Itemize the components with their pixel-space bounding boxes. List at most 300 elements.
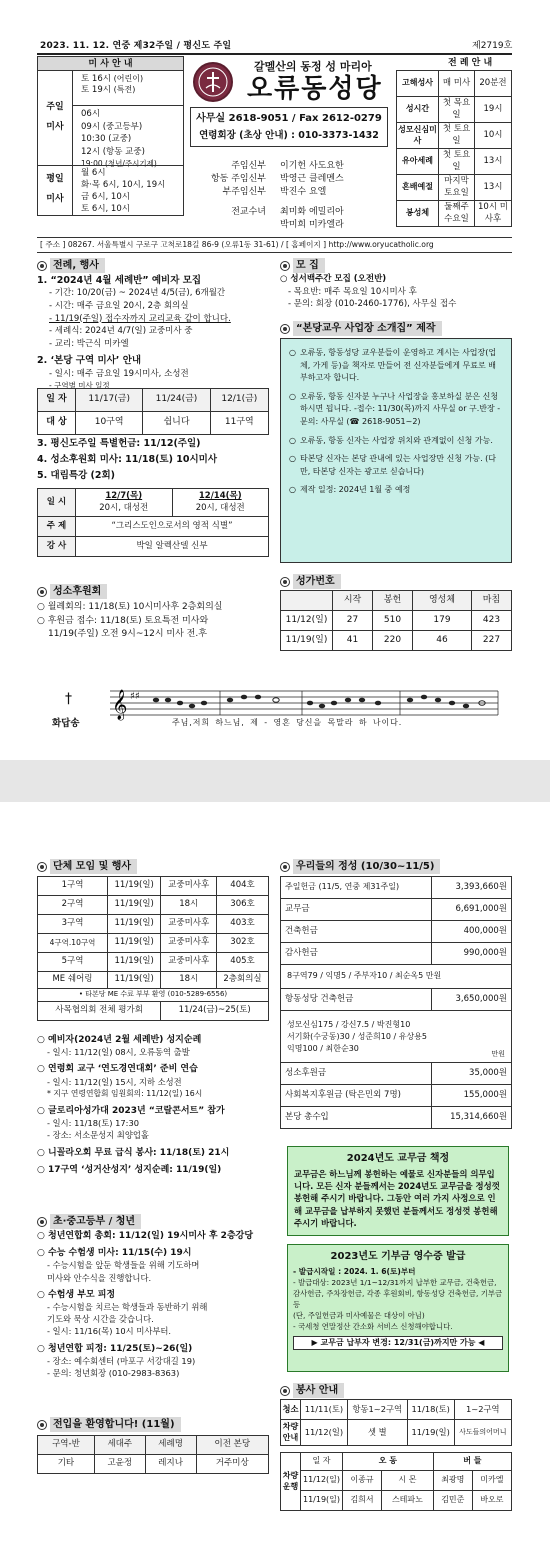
welcome-cell: 고윤정 (94, 1455, 145, 1474)
offer-name: 본당 총수입 (281, 1107, 432, 1129)
group-date: 11/19(일) (108, 915, 161, 934)
lit-name: 고해성사 (397, 71, 439, 97)
group-time: 교중미사후 (161, 934, 217, 953)
sun-time: 12시 (항동 교중) (81, 146, 145, 157)
offer-amount: 400,000원 (432, 921, 512, 943)
group-table (37, 876, 269, 1021)
group-name: 1구역 (38, 877, 108, 896)
group-room: 306호 (217, 896, 269, 915)
event-sub: - 일시: 11/12(일) 08시, 오류동역 출발 (47, 1047, 190, 1058)
book-text: 타본당 신자는 본당 관내에 있는 사업장만 신청 가능. (다만, 타본당 신자는 광고로 싣습니다) (299, 454, 497, 476)
liturgy-guide-table (396, 70, 512, 227)
group-date: 11/19(일) (108, 972, 161, 989)
zone-cell: 11/17(금) (76, 389, 143, 412)
youth-sub: - 수능시험을 앞둔 학생들을 위해 기도하며 (47, 1260, 200, 1271)
section-youth (37, 1214, 141, 1229)
group-room: 2층회의실 (217, 972, 269, 989)
hymn-head: 시작 (333, 591, 373, 611)
duty-title: 2024년도 교무금 책정 (346, 1153, 450, 1164)
book-item: ○ 타본당 신자는 본당 관내에 있는 사업장만 신청 가능. (다만, 타본당 신자는 광고로 싣습니다) (289, 453, 503, 478)
event-title: 연령회 교구 ‘연도경연대회’ 준비 연습 (48, 1064, 198, 1075)
zone-mass-table (37, 388, 269, 435)
section-service (280, 1383, 344, 1398)
contact-box (190, 107, 388, 147)
section-welcome (37, 1417, 181, 1432)
offer-name: 교무금 (281, 899, 432, 921)
section-offering (280, 859, 440, 874)
book-text: 오류동, 항동성당 교우분들이 운영하고 계시는 사업장(업체, 가게 등)을 책자로 만들어 전 신자분들에게 무료로 배부하고자 합니다. (299, 348, 497, 383)
section-title: 봉사 안내 (293, 1383, 344, 1398)
hymn-head: 봉헌 (373, 591, 413, 611)
bullet-icon (280, 324, 290, 334)
recruit-sub: - 문의: 회장 (010-2460-1776), 사무실 접수 (288, 299, 457, 309)
lit-time: 13시 (475, 175, 512, 201)
church-seal (193, 62, 233, 102)
youth-item: ○ 수험생 부모 피정 (37, 1289, 116, 1300)
drive-date: 11/19(일) (301, 1491, 343, 1511)
zone-cell: 12/1(금) (210, 389, 268, 412)
group-name: 3구역 (38, 915, 108, 934)
lit-name: 성모신심미사 (397, 123, 439, 149)
advent-lecture-table (37, 488, 269, 557)
lit-time: 20분전 (475, 71, 512, 97)
offer-name: 감사헌금 (281, 943, 432, 965)
section-title: “본당교우 사업장 소개집” 제작 (293, 321, 442, 336)
business-book-box (280, 338, 512, 563)
weekday-times (73, 167, 183, 215)
youth-sub: - 수능시험을 치르는 학생들과 동반하기 위해 (47, 1302, 208, 1313)
zone-cell: 10구역 (76, 412, 143, 435)
bullet-icon (37, 587, 47, 597)
wk-time: 월 6시 (81, 168, 106, 178)
group-date: 11/19(일) (108, 934, 161, 953)
book-text: 제작 일정: 2024년 1월 중 예정 (299, 485, 411, 495)
offer-name: 주일헌금 (11/5, 연중 제31주일) (281, 877, 432, 899)
sub-line: - 구역별 미사 일정 (49, 381, 110, 391)
youth-item: ○ 수능 수험생 미사: 11/15(수) 19시 (37, 1248, 192, 1259)
voc-item: 11/19(주일) 오전 9시~12시 미사 전.후 (48, 629, 207, 639)
clergy-name: 최미화 에밀리아 (280, 207, 344, 217)
vocation-list (37, 601, 277, 642)
group-name: 2구역 (38, 896, 108, 915)
offer-name: 성소후원금 (281, 1063, 432, 1085)
lit-when: 매 미사 (439, 71, 475, 97)
youth-sub: - 문의: 청년회장 (010-2983-8363) (47, 1368, 180, 1379)
zone-head: 대 상 (38, 412, 76, 435)
psalm-label: 화답송 (52, 718, 80, 729)
advent-head: 주 제 (38, 517, 76, 537)
event-item: ○ 17구역 ‘성거산성지’ 성지순례: 11/19(일) (37, 1164, 222, 1175)
hymn-head: 마침 (471, 591, 511, 611)
youth-sub: - 장소: 예수회센터 (마포구 서강대길 19) (47, 1355, 196, 1366)
drive-cell: 시 몬 (382, 1471, 434, 1491)
hymn-no: 179 (413, 611, 472, 631)
event-sub: - 일시: 11/18(토) 17:30 (47, 1118, 140, 1129)
drive-label: 차량운행 (281, 1453, 301, 1511)
sub-line: - 교리: 박근식 미카엘 (49, 338, 129, 349)
issue-number: 제2719호 (472, 41, 513, 51)
hymn-no: 220 (373, 631, 413, 651)
hangdong-unit: 만원 (491, 1050, 505, 1058)
section-title: 전례, 행사 (50, 258, 105, 273)
svc-date: 11/12(일) (301, 1420, 348, 1446)
advent-head: 강 사 (38, 537, 76, 557)
psalm-cross-icon: † (65, 691, 72, 707)
hymn-no: 27 (333, 611, 373, 631)
offer-name: 항동성당 건축헌금 (281, 989, 432, 1011)
office-phone: 사무실 2618-9051 / Fax 2612-0279 (196, 113, 382, 124)
youth-sub: - 일시: 11/16(목) 10시 미사부터. (47, 1326, 172, 1337)
receipt-title: 2023년도 기부금 영수증 발급 (330, 1251, 466, 1262)
section-title: 성소후원회 (50, 584, 107, 599)
offer-name: 사회복지후원금 (탁은민외 7명) (281, 1085, 432, 1107)
sat-16: 토 16시 (81, 74, 111, 84)
lit-time: 19시 (475, 97, 512, 123)
lit-when: 둘째주 수요일 (439, 201, 475, 227)
service-table (280, 1399, 512, 1446)
lit-name: 봉성체 (397, 201, 439, 227)
bullet-icon (280, 862, 290, 872)
voc-item: ○ 월례회의: 11/18(토) 10시미사후 2층회의실 (37, 602, 223, 612)
item-baptism: 1. “2024년 4월 세례반” 예비자 모집 (37, 275, 202, 286)
event-title: 예비자(2024년 2월 세례반) 성지순례 (48, 1035, 202, 1045)
section-business-book (280, 321, 442, 336)
church-subtitle: 갈멜산의 동정 성 마리아 (254, 60, 372, 73)
hangdong-note (281, 1011, 512, 1063)
bullet-icon (280, 577, 290, 587)
lit-time: 10시 (475, 123, 512, 149)
section-recruit (280, 258, 325, 273)
lit-name: 성시간 (397, 97, 439, 123)
book-item: ○ 오류동, 항동 신자분 누구나 사업장을 홍보하실 분은 신청하시면 됩니다. -접수: 11/30(목)까지 사무실 or 구.반장 -문의: 사무실 (☎ 2618-9051~2) (289, 391, 503, 429)
hymn-table (280, 590, 512, 651)
zone-cell: 쉽니다 (143, 412, 210, 435)
voc-text: 후원금 접수: 11/18(토) 토요특전 미사와 (47, 615, 209, 626)
welcome-cell: 기타 (38, 1455, 95, 1474)
section-title: 모 집 (293, 258, 325, 273)
liturgy-events (37, 275, 269, 393)
book-item: ○ 오류동, 항동 신자는 사업장 위치와 관계없이 신청 가능. (289, 435, 503, 448)
hymn-no: 46 (413, 631, 472, 651)
bullet-icon (37, 1217, 47, 1227)
drive-head: 오 동 (343, 1453, 434, 1471)
lit-when: 첫 토요일 (439, 149, 475, 175)
clergy-name: 박미희 미카엘라 (280, 220, 344, 230)
lit-when: 첫 토요일 (439, 123, 475, 149)
section-vocation (37, 584, 107, 599)
svc-date: 11/11(토) (301, 1400, 348, 1420)
clergy-name: 박진수 요엘 (280, 187, 327, 197)
sunday-label-2: 미사 (46, 122, 64, 132)
zone-head: 일 자 (38, 389, 76, 412)
group-name: ME 쉐어링 (38, 972, 108, 989)
event-item: ○ 글로리아성가대 2023년 “코랄콘서트” 참가 (37, 1106, 225, 1117)
group-time: 18시 (161, 972, 217, 989)
zone-cell: 11구역 (210, 412, 268, 435)
clergy-role: 부주임신부 (222, 187, 266, 197)
offer-name: 건축헌금 (281, 921, 432, 943)
item-special-offering: 3. 평신도주일 특별헌금: 11/12(주일) (37, 438, 201, 449)
offering-table (280, 876, 512, 1129)
mass-title: 미 사 안 내 (38, 57, 183, 71)
wk-time: 금 6시, 10시 (81, 192, 130, 202)
sun-time: 10:30 (교중) (81, 134, 132, 144)
welcome-head: 세례명 (145, 1436, 196, 1455)
clergy-role (190, 219, 280, 232)
mass-schedule-box (37, 56, 184, 216)
sub-line: - 세례식: 2024년 4/7(일) 교중미사 중 (49, 326, 193, 337)
svc-date: 11/19(일) (407, 1420, 454, 1446)
sat-16-note: (어린이) (113, 74, 144, 83)
sunday-times (73, 108, 183, 171)
advent-date-2 (172, 489, 269, 517)
drive-cell: 김민준 (433, 1491, 472, 1511)
group-name: 5구역 (38, 953, 108, 972)
advent-lecturer: 박일 알렉산델 신부 (76, 537, 269, 557)
hymn-head: 영성체 (413, 591, 472, 611)
sub-line: - 시간: 매주 금요일 20시, 2층 회의실 (49, 300, 189, 311)
youth-list (37, 1230, 277, 1379)
sat-19: 토 19시 (81, 85, 111, 96)
offer-amount: 15,314,660원 (432, 1107, 512, 1129)
hangdong-line: 익명100 / 최한순30 (287, 1043, 359, 1053)
recruit-list (280, 273, 512, 311)
hangdong-line: 서기화(수궁동)30 / 성준희10 / 유상용5 (287, 1031, 427, 1041)
drive-cell: 최광명 (433, 1471, 472, 1491)
hymn-head (281, 591, 333, 611)
hymn-date: 11/12(일) (281, 611, 333, 631)
receipt-line: (단, 주일헌금과 미사예물은 대상이 아님) (293, 1311, 425, 1320)
event-item: ○ 니꼴라오회 무료 급식 봉사: 11/18(토) 21시 (37, 1147, 230, 1158)
youth-sub: 미사와 안수식을 진행합니다. (47, 1272, 152, 1283)
event-item: ○ 예비자(2024년 2월 세례반) 성지순례 (37, 1035, 202, 1045)
svg-text:♯♯: ♯♯ (130, 691, 140, 702)
weekday-label: 평일 (46, 174, 64, 185)
bulletin-page-1 (0, 0, 550, 760)
svc-label: 청소 (281, 1400, 301, 1420)
welcome-cell: 거주미상 (196, 1455, 268, 1474)
book-text: 오류동, 항동 신자분 누구나 사업장을 홍보하실 분은 신청하시면 됩니다. -접수: 11/30(목)까지 사무실 or 구.반장 -문의: 사무실 (☎ 2618-9051~2) (299, 391, 501, 426)
offer-amount: 35,000원 (432, 1063, 512, 1085)
group-room: 405호 (217, 953, 269, 972)
sub-line: - 기간: 10/20(금) ~ 2024년 4/5(금), 6개월간 (49, 288, 226, 299)
hymn-no: 423 (471, 611, 511, 631)
clergy-role: 항동 주임신부 (210, 174, 266, 184)
offer-amount: 3,650,000원 (432, 989, 512, 1011)
hymn-date: 11/19(일) (281, 631, 333, 651)
svg-text:𝄞: 𝄞 (112, 690, 128, 720)
sub-line: - 일시: 매주 금요일 19시미사, 소성전 (49, 368, 189, 379)
svc-who: 항동1~2구역 (347, 1400, 407, 1420)
event-title: 17구역 ‘성거산성지’ 성지순례: 11/19(일) (48, 1164, 222, 1175)
eval-date: 11/24(금)~25(토) (161, 1002, 269, 1021)
receipt-note: ▶ 교무금 납부자 변경: 12/31(금)까지만 가능 ◀ (293, 1336, 503, 1350)
group-time: 18시 (161, 896, 217, 915)
clergy-name: 이기헌 사도요한 (280, 161, 344, 171)
hymn-no: 41 (333, 631, 373, 651)
welcome-head: 세대주 (94, 1436, 145, 1455)
section-title: 성가번호 (293, 574, 341, 589)
bullet-icon (37, 862, 47, 872)
group-time: 교중미사후 (161, 877, 217, 896)
section-hymns (280, 574, 341, 589)
thanks-note: 8구역79 / 익명5 / 주부자10 / 최순옥5 만원 (281, 965, 512, 989)
sub-line: - 11/19(주일) 접수자까지 교리교육 같이 합니다. (49, 313, 231, 324)
event-title: 니꼴라오회 무료 급식 봉사: 11/18(토) 21시 (48, 1147, 230, 1158)
sun-time: 06시 (81, 109, 101, 119)
event-sub: * 지구 연령연합회 임원회의: 11/12(일) 16시 (47, 1088, 203, 1098)
me-note: • 타본당 ME 수료 부부 환영 (010-5289-6556) (38, 989, 269, 1002)
bullet-icon (280, 261, 290, 271)
bullet-icon (280, 1386, 290, 1396)
advent-head: 일 시 (38, 489, 76, 517)
zone-cell: 11/24(금) (143, 389, 210, 412)
welcome-head: 이전 본당 (196, 1436, 268, 1455)
svc-who: 사도들의어머니 (454, 1420, 511, 1446)
clergy-list (190, 160, 388, 232)
offer-amount: 3,393,660원 (432, 877, 512, 899)
duty-text: 교무금은 하느님께 봉헌하는 예물로 신자분들의 의무입니다. 모든 신자 분들께서는 2024년도 교무금을 정성껏 봉헌해 주시기 바랍니다. 그동안 여러 가지 사정으로 인해 교무금을 납부하지 못했던 분들께서도 정성껏 봉헌해 주시기 바랍니다. (294, 1169, 500, 1228)
event-sub: - 일시: 11/12(일) 15시, 지하 소성전 (47, 1076, 182, 1087)
sun-time: 09시 (중고등부) (81, 121, 143, 132)
hangdong-line: 성모신심175 / 강신7.5 / 박진형10 (287, 1019, 411, 1029)
union-phone: 연령회장 (초상 안내) : 010-3373-1432 (199, 130, 379, 141)
sun-time: 19:00 (청년/주시기제) (81, 159, 157, 168)
offer-amount: 6,691,000원 (432, 899, 512, 921)
recruit-sub: - 목요반: 매주 목요일 10시미사 후 (288, 286, 417, 297)
voc-text: 월례회의: 11/18(토) 10시미사후 2층회의실 (47, 602, 223, 612)
address-bar: [ 주소 ] 08267. 서울특별시 구로구 고척로18길 86-9 (오류1동 31-61) / [ 홈페이지 ] http://www.oryucatholic.org (37, 237, 512, 253)
weekday-label-2: 미사 (46, 194, 64, 204)
group-date: 11/19(일) (108, 877, 161, 896)
voc-item: ○ 후원금 접수: 11/18(토) 토요특전 미사와 (37, 615, 209, 626)
drive-cell: 바오로 (472, 1491, 511, 1511)
psalm-staff (110, 685, 500, 721)
welcome-cell: 레지나 (145, 1455, 196, 1474)
page-gap (0, 760, 550, 802)
group-date: 11/19(일) (108, 896, 161, 915)
section-title: 단체 모임 및 행사 (50, 859, 137, 874)
youth-title: 청년연합 피정: 11/25(토)~26(일) (48, 1343, 193, 1354)
advent-time: 20시, 대성전 (195, 502, 245, 513)
item-zone-mass: 2. ‘본당 구역 미사’ 안내 (37, 355, 142, 367)
book-item: ○ 제작 일정: 2024년 1월 중 예정 (289, 484, 503, 497)
lit-time: 10시 미사후 (475, 201, 512, 227)
section-liturgy-events (37, 258, 105, 273)
sunday-label: 주일 (46, 102, 64, 113)
recruit-item: ○ 성서백주간 모집 (오전반) (280, 274, 387, 284)
event-title: 글로리아성가대 2023년 “코랄콘서트” 참가 (48, 1106, 225, 1117)
section-groups (37, 859, 137, 874)
group-time: 교중미사후 (161, 915, 217, 934)
hymn-no: 510 (373, 611, 413, 631)
group-date: 11/19(일) (108, 953, 161, 972)
eval-name: 사목협의회 전체 평가회 (38, 1002, 161, 1021)
lit-when: 마지막 토요일 (439, 175, 475, 201)
lit-name: 혼배예절 (397, 175, 439, 201)
advent-time: 20시, 대성전 (99, 502, 149, 513)
drive-head: 버 들 (433, 1453, 511, 1471)
welcome-head: 구역-반 (38, 1436, 95, 1455)
bullet-icon (37, 1420, 47, 1430)
svc-who: 1~2구역 (454, 1400, 511, 1420)
top-rule (37, 53, 512, 55)
group-time: 교중미사후 (161, 953, 217, 972)
youth-title: 수험생 부모 피정 (48, 1289, 116, 1300)
drive-table (280, 1452, 512, 1511)
item-advent: 5. 대림특강 (2회) (37, 470, 116, 481)
welcome-table (37, 1435, 269, 1474)
receipt-line: - 국세청 연말정산 간소화 서비스 신청해야합니다. (293, 1322, 453, 1331)
drive-cell: 스테파노 (382, 1491, 434, 1511)
advent-date-1 (76, 489, 173, 517)
offer-amount: 990,000원 (432, 943, 512, 965)
section-title: 전입을 환영합니다! (11월) (50, 1417, 181, 1432)
svc-date: 11/18(토) (407, 1400, 454, 1420)
event-sub: - 장소: 서소문성지 최양업홀 (47, 1130, 149, 1141)
lit-when: 첫 목요일 (439, 97, 475, 123)
wk-time: 토 6시, 10시 (81, 204, 130, 214)
section-title: 우리들의 정성 (10/30~11/5) (293, 859, 440, 874)
offer-amount: 155,000원 (432, 1085, 512, 1107)
event-item: ○ 연령회 교구 ‘연도경연대회’ 준비 연습 (37, 1064, 198, 1075)
youth-title: 청년연합회 총회: 11/12(일) 19시미사 후 2층강당 (48, 1231, 254, 1241)
group-room: 302호 (217, 934, 269, 953)
youth-title: 수능 수험생 미사: 11/15(수) 19시 (48, 1248, 192, 1259)
recruit-text: 성서백주간 모집 (오전반) (290, 274, 387, 284)
receipt-box (287, 1244, 509, 1372)
drive-cell: 미카엘 (472, 1471, 511, 1491)
group-room: 403호 (217, 915, 269, 934)
receipt-line: - 발급시작일 : 2024. 1. 6(토)부터 (293, 1267, 416, 1276)
svc-label: 차량안내 (281, 1420, 301, 1446)
bulletin-page-2 (0, 802, 550, 1560)
drive-cell: 이종규 (343, 1471, 382, 1491)
svc-who: 셋 별 (347, 1420, 407, 1446)
youth-item: ○ 청년연합 피정: 11/25(토)~26(일) (37, 1343, 193, 1354)
church-name: 오류동성당 (247, 74, 383, 104)
drive-head: 일 자 (301, 1453, 343, 1471)
hymn-no: 227 (471, 631, 511, 651)
wk-time: 화·목 6시, 10시, 19시 (81, 180, 166, 190)
clergy-role: 주임신부 (231, 161, 266, 171)
receipt-line: - 발급대상: 2023년 1/1~12/31까지 납부한 교무금, 건축헌금, 감사헌금, 주차장헌금, 각종 후원회비, 항동성당 건축헌금, 기부금 등 (293, 1278, 503, 1309)
section-title: 초·중고등부 / 청년 (50, 1214, 141, 1229)
date-line: 2023. 11. 12. 연중 제32주일 / 평신도 주일 (40, 41, 232, 51)
item-voc-mass: 4. 성소후원회 미사: 11/18(토) 10시미사 (37, 454, 218, 465)
drive-date: 11/12(일) (301, 1471, 343, 1491)
book-item: ○ 오류동, 항동성당 교우분들이 운영하고 계시는 사업장(업체, 가게 등)을 책자로 만들어 전 신자분들에게 무료로 배부하고자 합니다. (289, 347, 503, 385)
group-name: 4구역.10구역 (38, 934, 108, 953)
advent-date: 12/7(목) (105, 491, 143, 502)
drive-cell: 김희서 (343, 1491, 382, 1511)
clergy-role: 전교수녀 (231, 207, 266, 217)
duty-box (287, 1146, 509, 1236)
liturgy-guide-title: 전 례 안 내 (448, 58, 493, 68)
lit-name: 유아세례 (397, 149, 439, 175)
book-text: 오류동, 항동 신자는 사업장 위치와 관계없이 신청 가능. (299, 435, 493, 445)
psalm-lyrics: 주님,저희 하느님, 제 - 영혼 당신을 목말라 하 나이다. (172, 718, 403, 727)
advent-topic: “그리스도인으로서의 영적 식별” (76, 517, 269, 537)
lit-time: 13시 (475, 149, 512, 175)
group-room: 404호 (217, 877, 269, 896)
events-list (37, 1034, 277, 1176)
clergy-name: 박영근 클레멘스 (280, 174, 344, 184)
youth-sub: 기도와 묵상 시간을 갖습니다. (47, 1314, 154, 1325)
advent-date: 12/14(목) (198, 491, 242, 502)
youth-item: ○ 청년연합회 총회: 11/12(일) 19시미사 후 2층강당 (37, 1231, 254, 1241)
sat-19-note: (특전) (113, 85, 136, 95)
